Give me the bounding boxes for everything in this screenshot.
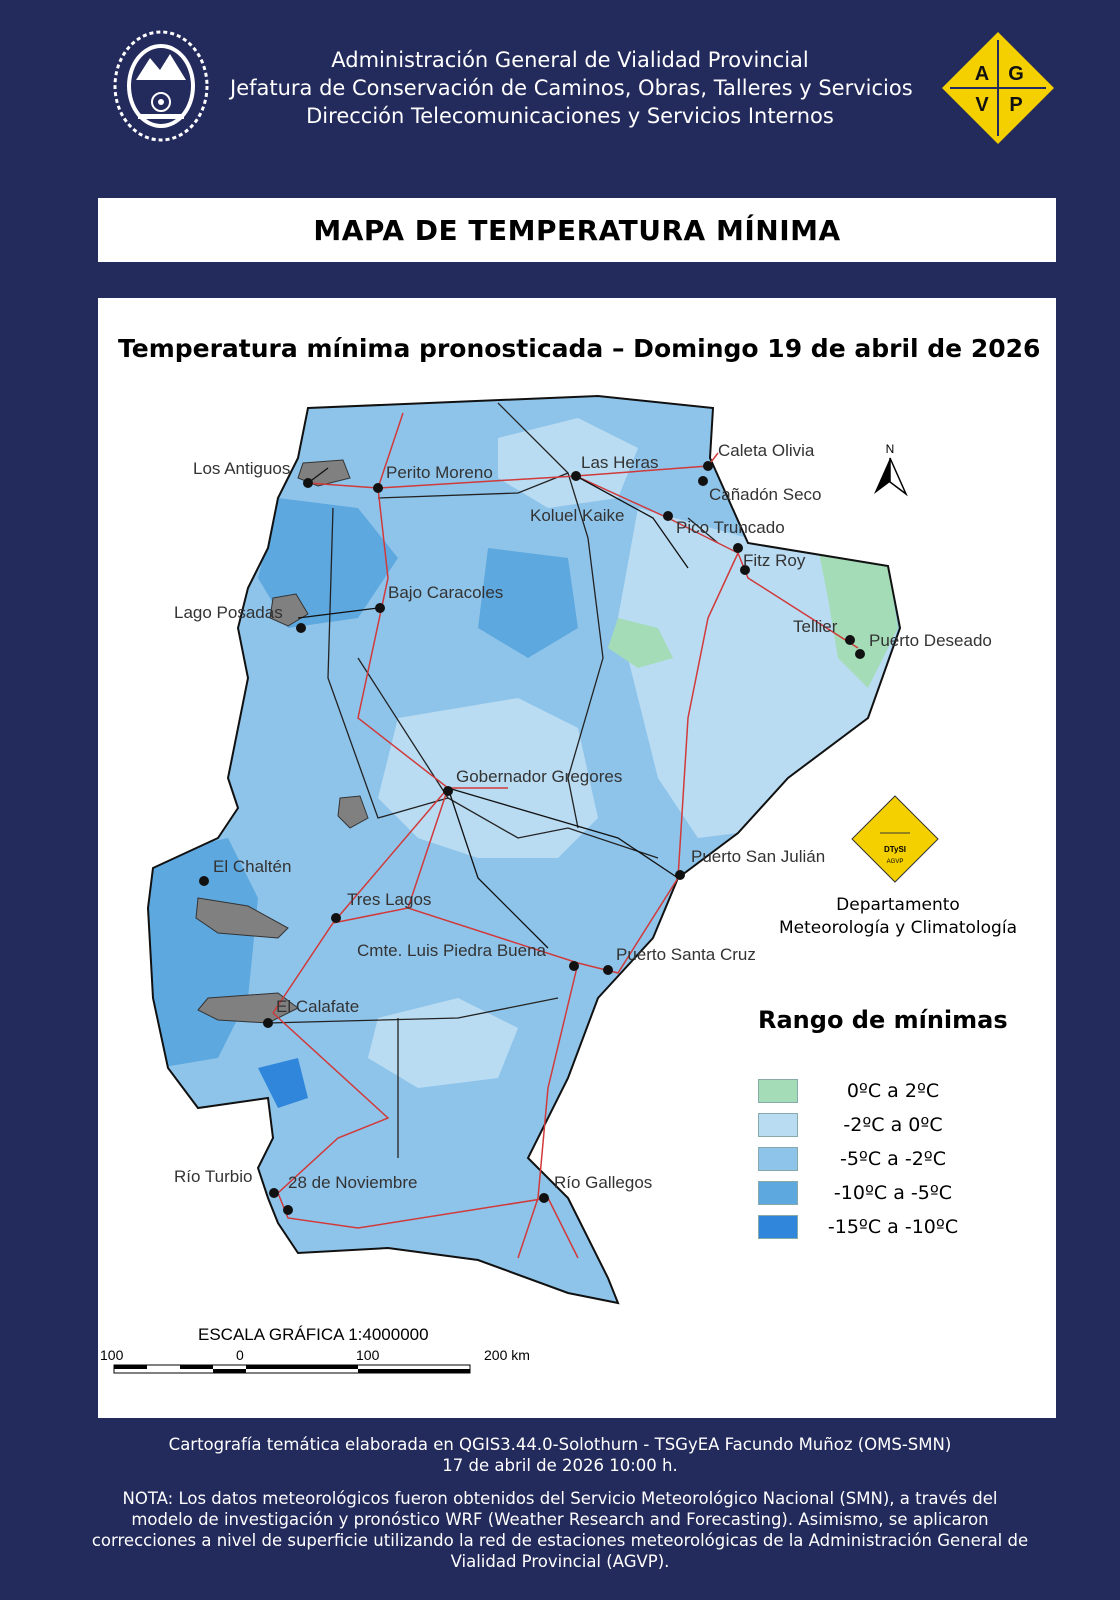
footer-note: NOTA: Los datos meteorológicos fueron obtenidos del Servicio Meteorológico Nacional (SMN), a través del modelo de investigación y pronóstico WRF (Weather Research and Forecasting). Asimismo, se aplicaron correcciones a nivel de superficie utilizando la red de estaciones meteorológicas de la Administración General de Vialidad Provincial (AGVP). xyxy=(91,1489,1029,1571)
city-label: Tres Lagos xyxy=(347,890,432,909)
header-line-1: Administración General de Vialidad Provincial xyxy=(331,48,809,72)
city-label: Las Heras xyxy=(581,453,659,472)
city-label: Cañadón Seco xyxy=(709,485,822,504)
legend-row xyxy=(758,1142,1048,1176)
title-bar xyxy=(98,198,1056,262)
scale-label-100: 100 xyxy=(356,1347,380,1363)
legend-swatch xyxy=(758,1147,798,1171)
footer xyxy=(0,1434,1120,1572)
legend-label: 0ºC a 2ºC xyxy=(846,1080,940,1102)
legend xyxy=(758,1006,1048,1244)
logo-letter-v: V xyxy=(975,94,989,116)
legend-label: -10ºC a -5ºC xyxy=(833,1182,953,1204)
city-label: Tellier xyxy=(793,617,838,636)
legend-title: Rango de mínimas xyxy=(758,1006,1008,1034)
legend-swatch xyxy=(758,1079,798,1103)
city-label: Fitz Roy xyxy=(743,551,806,570)
legend-row xyxy=(758,1108,1048,1142)
city-label: Lago Posadas xyxy=(174,603,283,622)
badge-line-2: AGVP xyxy=(886,859,904,865)
province-emblem xyxy=(110,28,212,144)
city-label: Puerto Santa Cruz xyxy=(616,945,756,964)
city-label: Río Turbio xyxy=(174,1167,253,1186)
page-title: MAPA DE TEMPERATURA MÍNIMA xyxy=(313,213,841,247)
legend-row xyxy=(758,1210,1048,1244)
legend-row xyxy=(758,1074,1048,1108)
city-label: Gobernador Gregores xyxy=(456,767,623,786)
city-label: Puerto San Julián xyxy=(691,847,826,866)
department-line-2: Meteorología y Climatología xyxy=(778,918,1017,938)
logo-letter-p: P xyxy=(1009,94,1023,116)
city-label: Bajo Caracoles xyxy=(388,583,504,602)
scale-label-200: 200 km xyxy=(484,1347,530,1363)
legend-label: -5ºC a -2ºC xyxy=(839,1148,947,1170)
header-line-2: Jefatura de Conservación de Caminos, Obras, Talleres y Servicios xyxy=(230,76,913,100)
city-label: Pico Truncado xyxy=(676,518,785,537)
province-emblem-icon xyxy=(110,28,212,144)
scale-label-0: 0 xyxy=(236,1347,244,1363)
agvp-logo xyxy=(940,30,1056,146)
legend-label: -15ºC a -10ºC xyxy=(827,1216,959,1238)
legend-row xyxy=(758,1176,1048,1210)
logo-letter-g: G xyxy=(1008,63,1024,85)
legend-swatch xyxy=(758,1181,798,1205)
department-line-1: Departamento xyxy=(836,895,960,915)
header-line-3: Dirección Telecomunicaciones y Servicios Internos xyxy=(306,104,834,128)
north-label: N xyxy=(885,442,895,456)
badge-line-1: DTySI xyxy=(883,845,907,854)
logo-letter-a: A xyxy=(974,63,990,85)
city-label: Los Antiguos xyxy=(193,459,291,478)
legend-swatch xyxy=(758,1215,798,1239)
city-label: Koluel Kaike xyxy=(530,506,625,525)
dtysi-badge-icon xyxy=(852,796,938,882)
city-label: Caleta Olivia xyxy=(718,441,815,460)
department-label xyxy=(768,894,1028,940)
header-titles xyxy=(230,46,913,130)
city-label: 28 de Noviembre xyxy=(288,1173,418,1192)
city-label: Río Gallegos xyxy=(554,1173,653,1192)
legend-label: -2ºC a 0ºC xyxy=(843,1114,943,1136)
legend-swatch xyxy=(758,1113,798,1137)
city-label: Puerto Deseado xyxy=(869,631,992,650)
map-subtitle: Temperatura mínima pronosticada – Domingo 19 de abril de 2026 xyxy=(118,334,1041,363)
footer-credit: Cartografía temática elaborada en QGIS3.44.0-Solothurn - TSGyEA Facundo Muñoz (OMS-SMN) xyxy=(168,1435,952,1454)
city-label: Cmte. Luis Piedra Buena xyxy=(357,941,546,960)
city-label: El Calafate xyxy=(276,997,360,1016)
scale-title: ESCALA GRÁFICA 1:4000000 xyxy=(198,1325,429,1344)
city-label: Perito Moreno xyxy=(386,463,493,482)
north-arrow-icon xyxy=(874,442,906,494)
temperature-map xyxy=(98,298,1056,1418)
scale-label-100-left: 100 xyxy=(100,1347,124,1363)
scale-bar xyxy=(100,1325,530,1373)
footer-date: 17 de abril de 2026 10:00 h. xyxy=(442,1456,678,1475)
map-panel xyxy=(98,298,1056,1418)
city-label: El Chaltén xyxy=(213,857,292,876)
